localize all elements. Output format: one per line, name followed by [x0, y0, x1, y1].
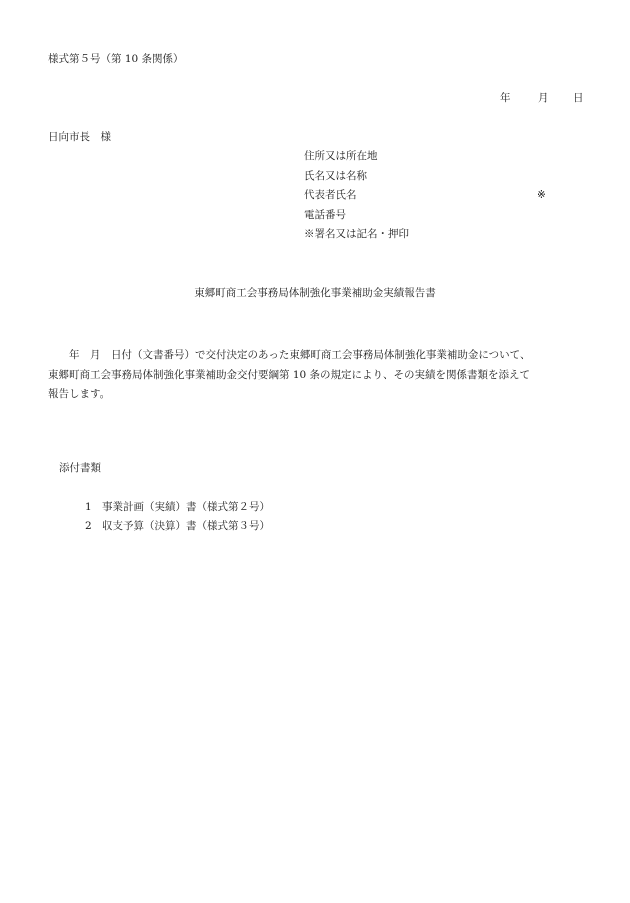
date-month-label: 月 [538, 92, 549, 104]
attachment-item [85, 500, 270, 514]
representative-label: 代表者氏名 [304, 189, 357, 201]
date-year-label: 年 [500, 92, 511, 104]
name-label: 氏名又は名称 [304, 169, 367, 182]
body-line: 東郷町商工会事務局体制強化事業補助金交付要綱第 10 条の規定により、その実績を関係書類を添えて [48, 368, 531, 381]
body-line: 報告します。 [48, 388, 111, 400]
attachment-text: 収支予算（決算）書（様式第３号） [102, 520, 270, 532]
form-number: 様式第５号（第 10 条関係） [48, 53, 184, 65]
document-title: 東郷町商工会事務局体制強化事業補助金実績報告書 [194, 287, 436, 299]
seal-mark: ※ [537, 189, 546, 201]
phone-label: 電話番号 [304, 208, 346, 221]
body-text [48, 346, 586, 405]
attachment-item [85, 519, 270, 533]
date-line [500, 91, 590, 105]
attachment-number: 1 [85, 501, 92, 513]
attachment-text: 事業計画（実績）書（様式第２号） [102, 501, 270, 513]
applicant-block [304, 149, 564, 247]
signature-note: ※署名又は記名・押印 [304, 228, 409, 240]
attachments-heading: 添付書類 [59, 462, 101, 474]
date-day-label: 日 [573, 92, 584, 104]
representative-row [304, 188, 564, 208]
addressee: 日向市長 様 [48, 131, 111, 143]
address-label: 住所又は所在地 [304, 150, 378, 162]
body-line: 年 月 日付（文書番号）で交付決定のあった東郷町商工会事務局体制強化事業補助金について、 [69, 349, 531, 361]
attachment-number: 2 [85, 520, 92, 532]
